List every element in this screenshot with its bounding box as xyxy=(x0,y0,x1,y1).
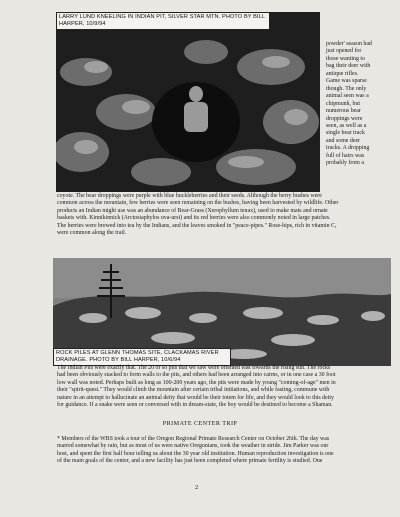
text-line: low wall was noted. Perhaps built as long as 100-200 years ago, the pits were made by young "coming-of-age" men in xyxy=(57,379,336,386)
text-line: animal seen was a xyxy=(326,93,369,100)
text-line: antique rifles. xyxy=(326,70,359,77)
text-line: host, and spent the first half hour telling us about the 30 year old institution. Human reproduction investigation is one xyxy=(57,450,334,457)
text-line: full of hairs was xyxy=(326,152,365,159)
text-line: The Indian Pits were exactly that. The 20 or so pits that we saw were oriented east towards the rising sun. The rocks xyxy=(57,365,331,371)
text-line: nature in an attempt to hallucinate an animal deity that would be their totem for life, and they would look to this deity xyxy=(57,394,334,401)
text-line: coyote. The bear droppings were purple with blue huckleberries and their seeds. Although the berry bushes were xyxy=(57,193,322,199)
text-line: seen, as well as a xyxy=(326,122,367,129)
text-line: marred somewhat by rain, but as most of us were native Oregonians, took the weather in stride. Jim Parker was our xyxy=(57,443,329,450)
text-line: numerous bear xyxy=(326,108,361,115)
photo-rock-piles xyxy=(53,258,391,366)
text-line: single bear track xyxy=(326,130,365,137)
paragraph-primate-center xyxy=(57,436,387,466)
text-line: products an Indian might use was an abundance of Bear-Grass (Xerophyllum tenax), used to make mats and ornate xyxy=(57,207,328,214)
text-line: powder' season had xyxy=(326,41,372,47)
section-heading: PRIMATE CENTER TRIP xyxy=(162,420,238,427)
text-line: those wanting to xyxy=(326,55,365,62)
rocky-pit-photo xyxy=(56,12,320,192)
text-line: tracks. A dropping xyxy=(326,145,370,152)
text-line: common across the mountain, few berries were seen remaining on the bushes, having been harvested by wildlife. Other xyxy=(57,200,339,207)
text-line: their "spirit-quest." They would climb the mountain after certain tribal initiations, and while fasting, commune with xyxy=(57,387,330,394)
text-line: * Members of the WBS took a tour of the Oregon Regional Primate Research Center on October 26th. The day was xyxy=(57,436,330,442)
side-column-text xyxy=(326,41,386,168)
photo-caption: LARRY LUND KNEELING IN INDIAN PIT, SILVER STAR MTN. PHOTO BY BILL HARPER, 10/9/94 xyxy=(56,12,270,30)
page-number: 2 xyxy=(195,484,199,491)
text-line: of the main goals of the center, and a new facility has just been completed where primate fertility is studied. One xyxy=(57,458,323,465)
paragraph-indian-pits xyxy=(57,365,387,410)
text-line: bag their deer with xyxy=(326,63,371,70)
text-line: were common along the trail. xyxy=(57,230,127,237)
text-line: just opened for xyxy=(326,48,362,55)
text-line: Game was sparse xyxy=(326,78,367,85)
text-line: and some deer xyxy=(326,137,361,144)
photo-caption: ROCK PILES AT GLENN THOMAS SITE, CLACKAMAS RIVER DRAINAGE. PHOTO BY BILL HARPER, 10/6/94 xyxy=(53,348,231,366)
text-line: though. The only xyxy=(326,85,367,92)
text-line: probably from a xyxy=(326,160,364,167)
text-line: baskets with. Kinnikinnick (Arctostaphylos uva-ursi) and its red berries were also commonly noted in large patches. xyxy=(57,215,331,222)
paragraph-berries xyxy=(57,193,387,238)
text-line: The berries were brewed into tea by the Indians, and the leaves smoked in "peace-pipes." Rose-hips, rich in vitamin C, xyxy=(57,222,337,229)
text-line: for guidance. If a snake were seen or conversed with in dream-state, the boy would be destined to become a Shaman. xyxy=(57,402,333,409)
text-line: had been obviously stacked to form walls to the pits, and others had been arranged into cairns, or in one case a 30 foot xyxy=(57,372,336,379)
photo-indian-pit xyxy=(56,12,320,192)
text-line: droppings were xyxy=(326,115,363,122)
text-line: chipmunk, but xyxy=(326,100,361,107)
